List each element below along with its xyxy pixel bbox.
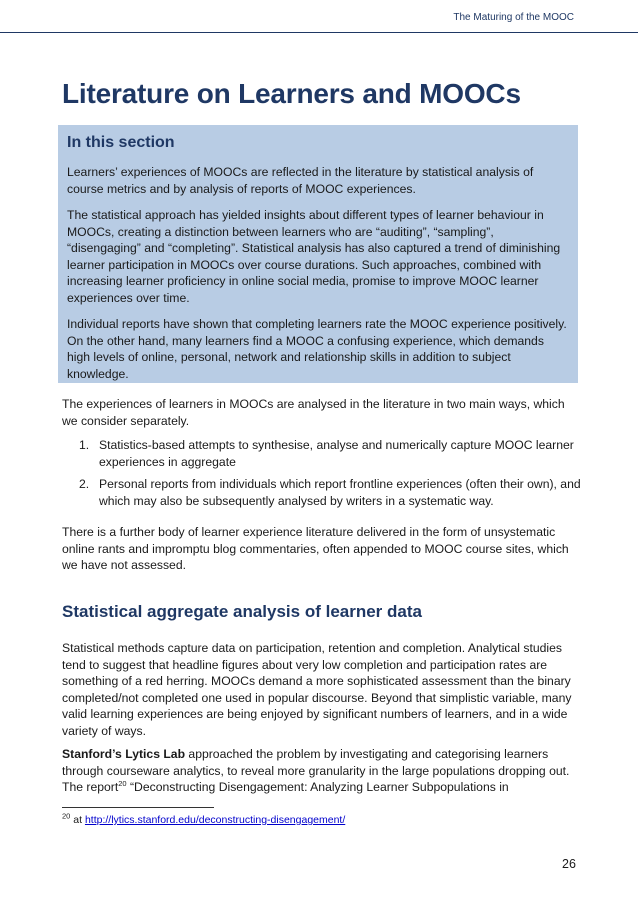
callout-paragraph-2: The statistical approach has yielded insights about different types of learner behaviour in MOOCs, creating a distinction between learners who are “auditing”, “sampling”, “disengaging” and “completing”. Statistical analysis has also captured a trend of diminishing learner participation in MOOCs over course durations. Such approaches, combined with increasing learner proficiency in online social media, promise to improve MOOC learner experiences over time. <box>67 208 561 305</box>
stanford-lab-name: Stanford’s Lytics Lab <box>62 747 186 761</box>
callout-paragraph-1: Learners’ experiences of MOOCs are reflected in the literature by statistical analysis of course metrics and by analysis of reports of MOOC experiences. <box>67 165 534 196</box>
intro-paragraph: The experiences of learners in MOOCs are analysed in the literature in two main ways, which we consider separately. <box>62 397 565 428</box>
footnote-number: 20 <box>62 811 71 821</box>
footnote <box>62 811 346 826</box>
callout-paragraph-3: Individual reports have shown that completing learners rate the MOOC experience positively. On the other hand, many learners find a MOOC a confusing experience, which demands high levels of online, personal, network and relationship skills in addition to subject knowledge. <box>67 317 567 381</box>
footnote-link[interactable]: http://lytics.stanford.edu/deconstructing-disengagement/ <box>84 814 346 826</box>
analysis-ways-list <box>62 437 582 515</box>
running-header <box>0 0 638 36</box>
page-title: Literature on Learners and MOOCs <box>62 78 521 109</box>
stanford-text-2: “Deconstructing Disengagement: Analyzing Learner Subpopulations in <box>126 780 509 794</box>
further-paragraph: There is a further body of learner experience literature delivered in the form of unsystematic online rants and impromptu blog commentaries, often appended to MOOC course sites, which we have not assessed. <box>62 525 569 572</box>
footnote-prefix: at <box>70 814 85 826</box>
list-item <box>62 437 582 470</box>
statistical-paragraph: Statistical methods capture data on participation, retention and completion. Analytical studies tend to suggest that headline figures about very low completion and participation rates are something of a red herring. MOOCs demand a more sophisticated assessment than the binary completed/not completed one used in popular discourse. Beyond that simplistic variable, many valid learning experiences are being enjoyed by significant numbers of learners, and in a wide variety of ways. <box>62 641 572 738</box>
header-rule <box>0 32 638 33</box>
running-header-title: The Maturing of the MOOC <box>453 12 574 23</box>
in-this-section-box <box>58 125 578 383</box>
stanford-text-1: approached the problem by investigating and categorising learners through courseware analytics, to reveal more granularity in the large populations dropping out. The report <box>62 747 570 794</box>
list-item-text: Statistics-based attempts to synthesise, analyse and numerically capture MOOC learner experiences in aggregate <box>99 438 574 469</box>
list-item-number: 2. <box>79 477 90 491</box>
section-heading: Statistical aggregate analysis of learner data <box>62 602 422 621</box>
list-item-text: Personal reports from individuals which report frontline experiences (often their own), and which may also be subsequently analysed by writers in a systematic way. <box>99 477 581 508</box>
list-item-number: 1. <box>79 438 90 452</box>
page-number: 26 <box>562 857 576 871</box>
callout-heading: In this section <box>67 134 175 151</box>
stanford-paragraph <box>62 746 582 796</box>
list-item <box>62 476 582 509</box>
footnote-ref-20: 20 <box>118 778 127 788</box>
footnote-rule <box>62 807 214 808</box>
